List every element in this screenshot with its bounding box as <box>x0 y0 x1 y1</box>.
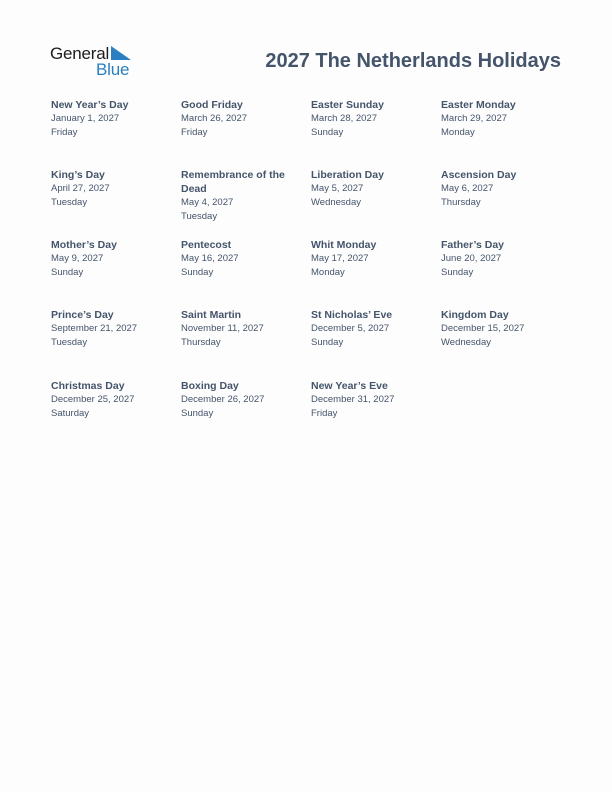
holiday-entry <box>441 238 561 279</box>
holiday-date: March 28, 2027 <box>311 113 378 124</box>
holiday-entry <box>311 98 431 139</box>
holiday-entry <box>441 98 561 139</box>
holiday-weekday: Sunday <box>51 266 84 278</box>
holiday-name: King’s Day <box>51 169 105 181</box>
holiday-name: Remembrance of the Dead <box>181 169 285 195</box>
holiday-name: Easter Monday <box>441 99 516 111</box>
holiday-name: Liberation Day <box>311 169 384 181</box>
holiday-entry <box>311 379 431 420</box>
holiday-weekday: Sunday <box>181 266 214 278</box>
holiday-date: April 27, 2027 <box>51 183 110 194</box>
holiday-weekday: Tuesday <box>181 210 218 222</box>
holiday-name: Good Friday <box>181 99 243 111</box>
holiday-name: Pentecost <box>181 239 232 251</box>
holiday-name: Saint Martin <box>181 309 242 321</box>
logo-word-general: General <box>50 44 110 63</box>
logo-word-blue: Blue <box>96 60 130 79</box>
holiday-weekday: Friday <box>311 407 338 419</box>
holiday-name: Easter Sunday <box>311 99 384 111</box>
holiday-entry <box>51 308 171 349</box>
holiday-weekday: Thursday <box>181 336 221 348</box>
holiday-weekday: Tuesday <box>51 336 88 348</box>
holiday-name: New Year’s Day <box>51 99 129 111</box>
holiday-date: May 6, 2027 <box>441 183 494 194</box>
holiday-entry <box>181 168 301 223</box>
holiday-weekday: Sunday <box>311 126 344 138</box>
holiday-name: New Year’s Eve <box>311 380 388 392</box>
holiday-weekday: Monday <box>311 266 345 278</box>
generalblue-logo <box>50 44 140 78</box>
holiday-weekday: Tuesday <box>51 196 88 208</box>
holiday-weekday: Sunday <box>181 407 214 419</box>
holiday-entry <box>311 308 431 349</box>
holiday-date: January 1, 2027 <box>51 113 120 124</box>
holiday-date: March 29, 2027 <box>441 113 508 124</box>
holiday-date: December 26, 2027 <box>181 394 265 405</box>
holiday-date: May 5, 2027 <box>311 183 364 194</box>
holiday-name: Mother’s Day <box>51 239 117 251</box>
holiday-name: Prince’s Day <box>51 309 114 321</box>
holiday-name: St Nicholas’ Eve <box>311 309 393 321</box>
holiday-date: June 20, 2027 <box>441 253 502 264</box>
holiday-entry <box>51 98 171 139</box>
holiday-entry <box>51 168 171 209</box>
holiday-date: December 5, 2027 <box>311 323 390 334</box>
holiday-name: Christmas Day <box>51 380 125 392</box>
holiday-weekday: Wednesday <box>441 336 491 348</box>
holiday-weekday: Friday <box>181 126 208 138</box>
holiday-name: Father’s Day <box>441 239 505 251</box>
holiday-entry <box>311 238 431 279</box>
holiday-name: Kingdom Day <box>441 309 509 321</box>
holiday-entry <box>311 168 431 209</box>
holiday-weekday: Saturday <box>51 407 90 419</box>
holiday-entry <box>181 308 301 349</box>
page-title: 2027 The Netherlands Holidays <box>265 50 561 72</box>
holiday-weekday: Sunday <box>311 336 344 348</box>
holiday-date: December 15, 2027 <box>441 323 525 334</box>
holiday-date: December 31, 2027 <box>311 394 395 405</box>
holiday-weekday: Thursday <box>441 196 481 208</box>
holiday-weekday: Wednesday <box>311 196 361 208</box>
holiday-weekday: Sunday <box>441 266 474 278</box>
holiday-entry <box>51 379 171 420</box>
holiday-name: Whit Monday <box>311 239 377 251</box>
holiday-entry <box>181 98 301 139</box>
holiday-name: Ascension Day <box>441 169 517 181</box>
holiday-weekday: Monday <box>441 126 475 138</box>
holiday-entry <box>181 238 301 279</box>
holiday-name: Boxing Day <box>181 380 239 392</box>
holiday-date: May 9, 2027 <box>51 253 104 264</box>
holiday-entry <box>441 168 561 209</box>
holiday-date: November 11, 2027 <box>181 323 264 334</box>
holiday-date: December 25, 2027 <box>51 394 135 405</box>
holiday-date: September 21, 2027 <box>51 323 138 334</box>
holiday-date: May 17, 2027 <box>311 253 369 264</box>
holiday-date: May 4, 2027 <box>181 197 234 208</box>
holiday-entry <box>441 308 561 349</box>
holiday-entry <box>51 238 171 279</box>
holiday-date: May 16, 2027 <box>181 253 239 264</box>
holiday-date: March 26, 2027 <box>181 113 248 124</box>
holiday-weekday: Friday <box>51 126 78 138</box>
holiday-entry <box>181 379 301 420</box>
